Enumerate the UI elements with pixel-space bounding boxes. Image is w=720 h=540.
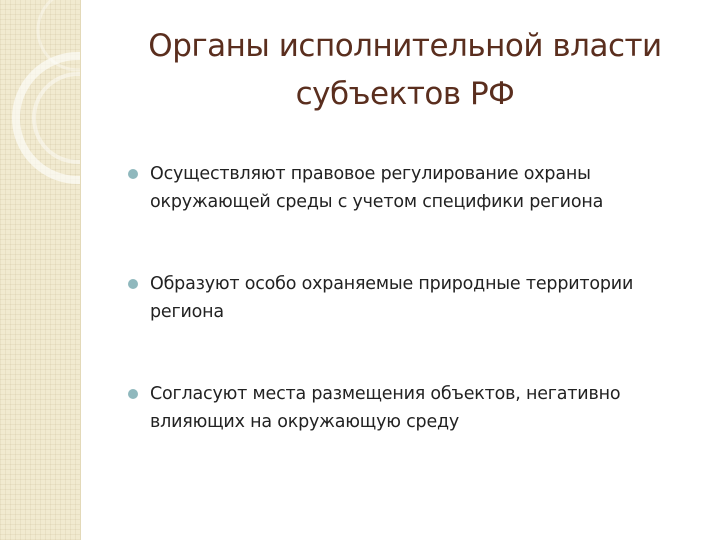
bullet-item [128, 160, 708, 216]
decorative-circles-graphic [0, 0, 80, 540]
bullet-dot-icon [128, 389, 138, 399]
bullet-text: Согласуют места размещения объектов, негативно влияющих на окружающую среду [150, 384, 621, 432]
bullet-dot-icon [128, 169, 138, 179]
bullet-item [128, 270, 708, 326]
bullet-text: Осуществляют правовое регулирование охраны окружающей среды с учетом специфики региона [150, 164, 604, 212]
slide-title-line: субъектов РФ [295, 76, 515, 112]
decorative-side-strip [0, 0, 81, 540]
bullet-text: Образуют особо охраняемые природные территории региона [150, 274, 634, 322]
bullet-list [128, 160, 708, 436]
slide-title-line: Органы исполнительной власти [148, 28, 662, 64]
slide-title [100, 22, 710, 118]
bullet-item [128, 380, 708, 436]
bullet-dot-icon [128, 279, 138, 289]
